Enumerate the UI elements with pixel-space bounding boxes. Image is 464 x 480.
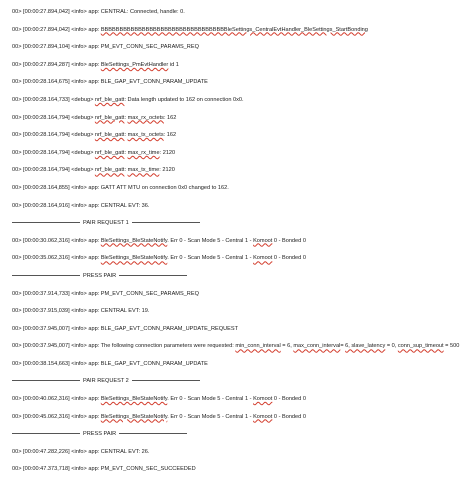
log-line	[12, 303, 464, 321]
log-line	[12, 321, 464, 339]
spellcheck-flagged-text: BleSettings_PmEvtHandler	[100, 61, 169, 68]
log-line	[12, 286, 464, 304]
spellcheck-flagged-text: max_rx_octets	[127, 114, 164, 121]
log-text: 00> [00:00:27.894,104] <info> app: PM_EVT_CONN_SEC_PARAMS_REQ	[12, 44, 199, 51]
log-text: 00> [00:00:37.914,733] <info> app: PM_EVT_CONN_SEC_PARAMS_REQ	[12, 290, 199, 297]
section-separator	[12, 373, 464, 391]
log-line	[12, 180, 464, 198]
spellcheck-flagged-text: BleSettings_BleStateNotify	[100, 396, 168, 403]
spellcheck-flagged-text: BleSettings_BleStateNotify	[100, 255, 168, 262]
spellcheck-flagged-text: max_tx_time	[127, 167, 160, 174]
spellcheck-flagged-text: nrf_ble_gatt	[94, 149, 125, 156]
log-line	[12, 74, 464, 92]
log-line	[12, 110, 464, 128]
log-line	[12, 233, 464, 251]
log-line	[12, 4, 464, 22]
spellcheck-flagged-text: Komoot	[253, 255, 273, 262]
log-text: : 162	[163, 132, 177, 139]
log-text: 00> [00:00:37.945,007] <info> app: The following connection parameters were requested:	[12, 343, 236, 350]
log-line	[12, 22, 464, 40]
spellcheck-flagged-text: Komoot	[253, 237, 273, 244]
log-line	[12, 409, 464, 427]
separator-rule	[119, 275, 187, 276]
log-text: : Data length updated to 162 on connection 0x0.	[124, 96, 244, 103]
log-text: =	[340, 343, 346, 350]
separator-rule	[12, 222, 80, 223]
spellcheck-flagged-text: max_conn_interval	[293, 343, 341, 350]
separator-label: PRESS PAIR	[83, 431, 117, 438]
spellcheck-flagged-text: max_tx_octets	[127, 132, 164, 139]
spellcheck-flagged-text: BleSettings_BleStateNotify	[100, 237, 168, 244]
log-text: 0 - Bonded 0	[272, 413, 306, 420]
log-text: 00> [00:00:30.062,316] <info> app:	[12, 237, 101, 244]
log-text: 00> [00:00:37.915,039] <info> app: CENTRAL EVT: 19.	[12, 308, 150, 315]
log-text: :	[124, 167, 128, 174]
section-separator	[12, 426, 464, 444]
separator-label: PAIR REQUEST 2	[83, 378, 129, 385]
log-text: 00> [00:00:28.164,733] <debug>	[12, 96, 95, 103]
log-text: 00> [00:00:40.062,316] <info> app:	[12, 396, 101, 403]
log-text: = 500	[443, 343, 460, 350]
spellcheck-flagged-text: Komoot	[253, 413, 273, 420]
log-text: 00> [00:00:28.164,675] <info> app: BLE_GAP_EVT_CONN_PARAM_UPDATE	[12, 79, 208, 86]
log-text: 00> [00:00:38.154,663] <info> app: BLE_GAP_EVT_CONN_PARAM_UPDATE	[12, 360, 208, 367]
log-text: 00> [00:00:28.164,794] <debug>	[12, 132, 95, 139]
log-text: 00> [00:00:37.945,007] <info> app: BLE_GAP_EVT_CONN_PARAM_UPDATE_REQUEST	[12, 325, 238, 332]
spellcheck-flagged-text: nrf_ble_gatt	[94, 96, 125, 103]
spellcheck-flagged-text: nrf_ble_gatt	[94, 114, 125, 121]
spellcheck-flagged-text: max_rx_time	[127, 149, 160, 156]
separator-rule	[119, 433, 187, 434]
spellcheck-flagged-text: BBBBBBBBBBBBBBBBBBBBBBBBBBBBBBBBBBleSettings_CentralEvtHandler_BleSettings_StartBonding	[100, 26, 368, 33]
separator-rule	[12, 275, 80, 276]
spellcheck-flagged-text: nrf_ble_gatt	[94, 167, 125, 174]
separator-label: PAIR REQUEST 1	[83, 220, 129, 227]
log-text: : 162	[163, 114, 177, 121]
log-output	[12, 4, 464, 479]
separator-label: PRESS PAIR	[83, 272, 117, 279]
log-line	[12, 391, 464, 409]
log-text: 00> [00:00:27.894,042] <info> app: CENTRAL: Connected, handle: 0.	[12, 9, 185, 15]
log-text: 00> [00:00:28.164,794] <debug>	[12, 114, 95, 121]
log-line	[12, 198, 464, 216]
log-text: 00> [00:00:28.164,916] <info> app: CENTRAL EVT: 36.	[12, 202, 150, 209]
log-line	[12, 127, 464, 145]
log-text: 00> [00:00:27.894,042] <info> app:	[12, 26, 101, 33]
log-line	[12, 461, 464, 479]
log-text: 0 - Bonded 0	[272, 255, 306, 262]
log-text: 0 - Bonded 0	[272, 396, 306, 403]
spellcheck-flagged-text: nrf_ble_gatt	[94, 132, 125, 139]
log-text: . Err 0 - Scan Mode 5 - Central 1 -	[167, 413, 254, 420]
log-text: . Err 0 - Scan Mode 5 - Central 1 -	[167, 255, 254, 262]
log-line	[12, 39, 464, 57]
log-line	[12, 356, 464, 374]
log-line	[12, 338, 464, 356]
log-text: . Err 0 - Scan Mode 5 - Central 1 -	[167, 396, 254, 403]
log-line	[12, 162, 464, 180]
log-text: :	[124, 114, 128, 121]
log-text: 0 - Bonded 0	[272, 237, 306, 244]
log-text: id 1	[168, 61, 179, 68]
spellcheck-flagged-text: 6, slave_latency	[345, 343, 386, 350]
log-text: 00> [00:00:28.164,855] <info> app: GATT ATT MTU on connection 0x0 changed to 162.	[12, 184, 229, 191]
log-text: 00> [00:00:47.373,718] <info> app: PM_EVT_CONN_SEC_SUCCEEDED	[12, 466, 196, 473]
log-text: 00> [00:00:47.282,226] <info> app: CENTRAL EVT: 26.	[12, 448, 150, 455]
log-text: 00> [00:00:45.062,316] <info> app:	[12, 413, 101, 420]
log-line	[12, 145, 464, 163]
spellcheck-flagged-text: Komoot	[253, 396, 273, 403]
log-text: 00> [00:00:28.164,794] <debug>	[12, 149, 95, 156]
section-separator	[12, 215, 464, 233]
spellcheck-flagged-text: conn_sup_timeout	[397, 343, 444, 350]
log-text: : 2120	[159, 167, 175, 174]
log-text: . Err 0 - Scan Mode 5 - Central 1 -	[167, 237, 254, 244]
separator-rule	[132, 380, 200, 381]
separator-rule	[12, 433, 80, 434]
log-text: :	[124, 149, 128, 156]
log-line	[12, 92, 464, 110]
log-line	[12, 57, 464, 75]
log-line	[12, 444, 464, 462]
log-text: 00> [00:00:27.894,287] <info> app:	[12, 61, 101, 68]
log-text: = 0,	[385, 343, 398, 350]
spellcheck-flagged-text: BleSettings_BleStateNotify	[100, 413, 168, 420]
log-text: :	[124, 132, 128, 139]
log-line	[12, 250, 464, 268]
separator-rule	[132, 222, 200, 223]
separator-rule	[12, 380, 80, 381]
log-text: : 2120	[159, 149, 176, 156]
spellcheck-flagged-text: min_conn_interval	[235, 343, 281, 350]
log-text: 00> [00:00:28.164,794] <debug>	[12, 167, 95, 174]
log-text: 00> [00:00:35.062,316] <info> app:	[12, 255, 101, 262]
section-separator	[12, 268, 464, 286]
log-text: = 6,	[280, 343, 294, 350]
